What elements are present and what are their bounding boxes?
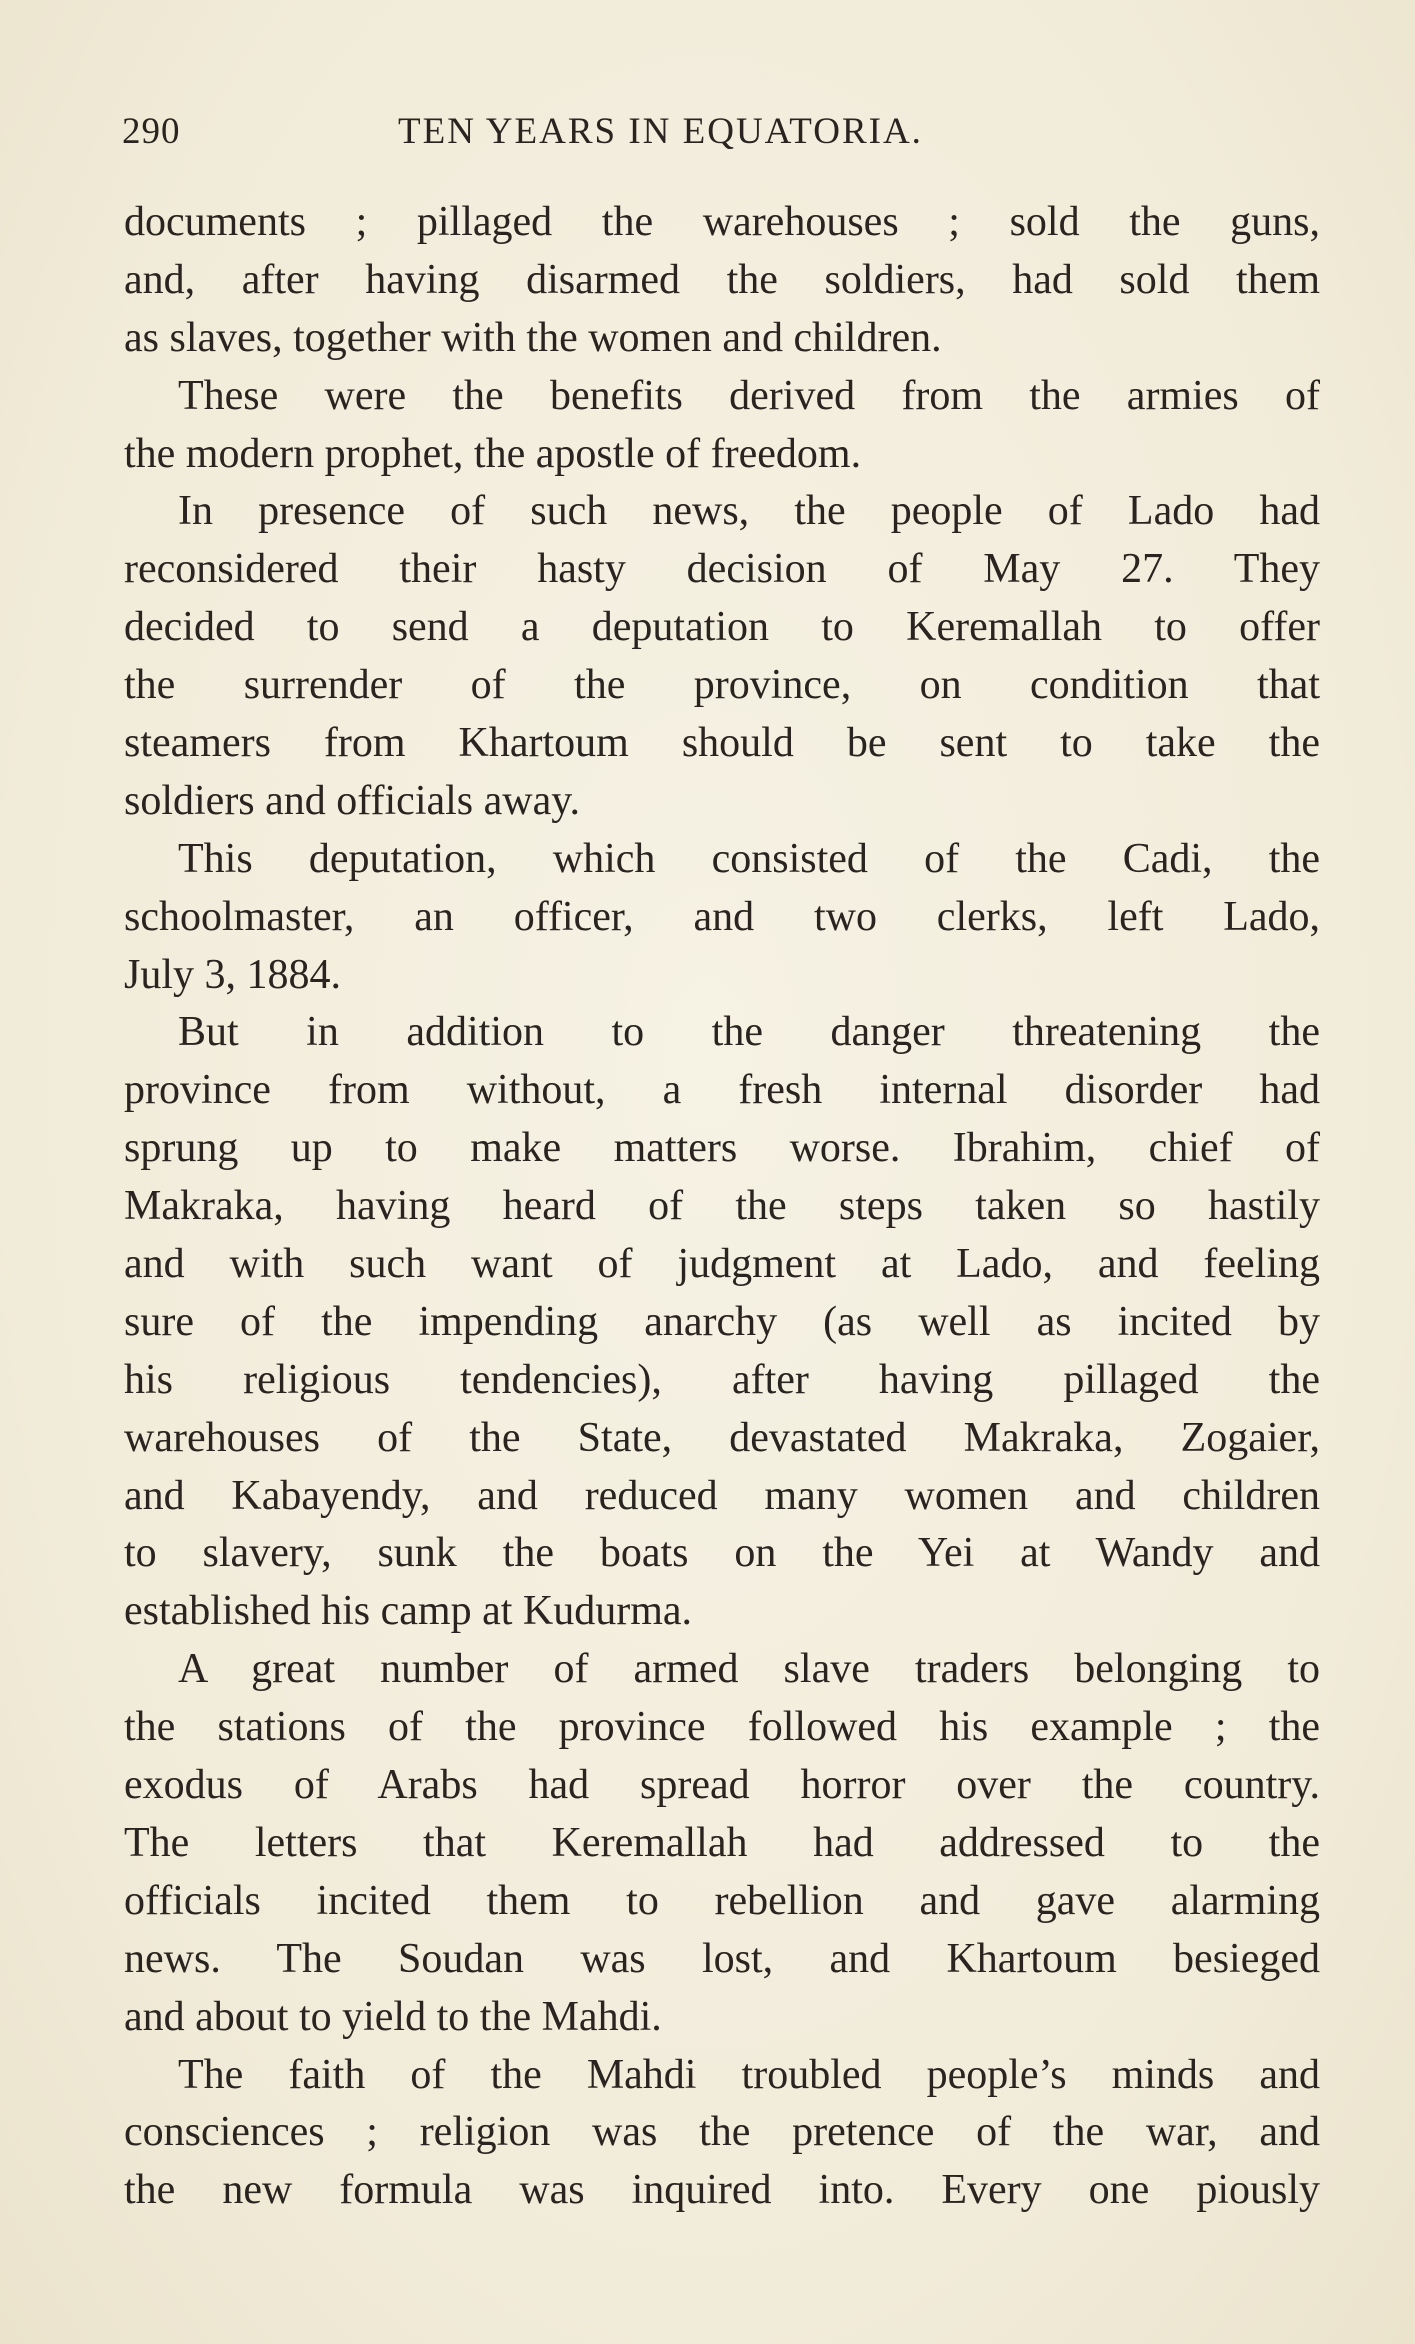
- text-line: the new formula was inquired into. Every one piously: [124, 2167, 1320, 2214]
- text-line: This deputation, which consisted of the Cadi, the: [178, 835, 1320, 882]
- text-line: steamers from Khartoum should be sent to take the: [124, 720, 1320, 767]
- text-line: These were the benefits derived from the armies of: [178, 372, 1320, 419]
- text-line: consciences ; religion was the pretence of the war, and: [124, 2109, 1320, 2156]
- text-line: decided to send a deputation to Keremallah to offer: [124, 604, 1320, 651]
- text-line: established his camp at Kudurma.: [124, 1588, 693, 1635]
- text-line: But in addition to the danger threatening the: [178, 1009, 1320, 1056]
- text-line: Makraka, having heard of the steps taken so hastily: [124, 1183, 1320, 1230]
- text-line: and about to yield to the Mahdi.: [124, 1993, 662, 2040]
- text-line: news. The Soudan was lost, and Khartoum besieged: [124, 1935, 1320, 1982]
- text-line: documents ; pillaged the warehouses ; sold the guns,: [124, 199, 1320, 245]
- text-line: schoolmaster, an officer, and two clerks, left Lado,: [124, 893, 1320, 940]
- text-line: and, after having disarmed the soldiers, had sold them: [124, 256, 1320, 303]
- text-line: province from without, a fresh internal disorder had: [124, 1067, 1320, 1114]
- text-line: the surrender of the province, on condition that: [124, 662, 1320, 709]
- text-line: exodus of Arabs had spread horror over the country.: [124, 1762, 1320, 1809]
- text-line: his religious tendencies), after having pillaged the: [124, 1356, 1320, 1403]
- text-line: The letters that Keremallah had addressed to the: [124, 1819, 1320, 1866]
- text-line: soldiers and officials away.: [124, 777, 581, 824]
- text-line: and with such want of judgment at Lado, and feeling: [124, 1241, 1320, 1288]
- text-line: July 3, 1884.: [124, 951, 342, 998]
- text-line: reconsidered their hasty decision of May 27. They: [124, 546, 1320, 593]
- text-line: the modern prophet, the apostle of freedom.: [124, 430, 862, 477]
- text-line: sprung up to make matters worse. Ibrahim, chief of: [124, 1125, 1320, 1172]
- text-line: sure of the impending anarchy (as well as incited by: [124, 1298, 1320, 1345]
- page-number: 290: [122, 111, 181, 152]
- text-line: warehouses of the State, devastated Makraka, Zogaier,: [124, 1414, 1320, 1461]
- text-line: to slavery, sunk the boats on the Yei at Wandy and: [124, 1530, 1320, 1577]
- text-line: A great number of armed slave traders belonging to: [178, 1646, 1320, 1693]
- body-text: [124, 194, 1320, 2220]
- text-line: as slaves, together with the women and children.: [124, 314, 942, 361]
- text-line: officials incited them to rebellion and gave alarming: [124, 1877, 1320, 1924]
- text-line: and Kabayendy, and reduced many women and children: [124, 1472, 1320, 1519]
- page-header: [122, 110, 1318, 160]
- running-title: TEN YEARS IN EQUATORIA.: [398, 111, 923, 152]
- text-line: the stations of the province followed his example ; the: [124, 1704, 1320, 1751]
- text-line: In presence of such news, the people of Lado had: [178, 488, 1320, 535]
- text-line: The faith of the Mahdi troubled people’s minds and: [178, 2051, 1320, 2098]
